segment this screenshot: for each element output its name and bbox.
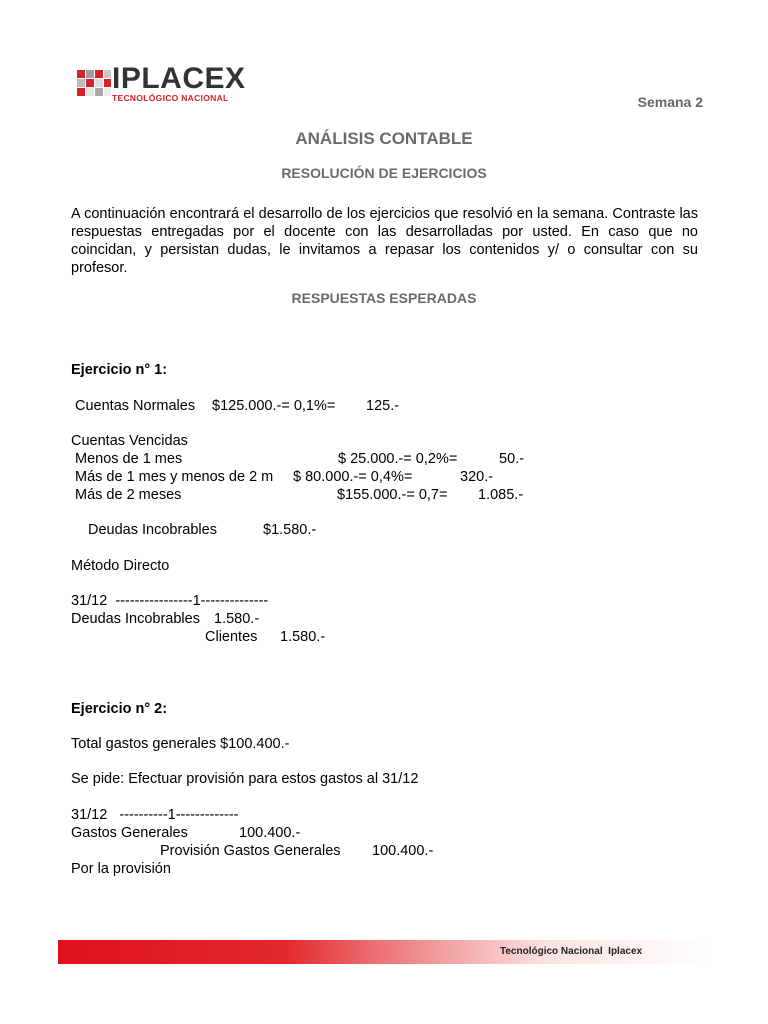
journal-debit-value-2: 100.400.-	[239, 825, 301, 841]
journal-debit-value-1: 1.580.-	[214, 611, 260, 627]
logo-name: IPLACEX	[112, 62, 246, 95]
overdue-row-2-label: Más de 1 mes y menos de 2 m	[75, 469, 274, 485]
journal-credit-label-2: Provisión Gastos Generales	[160, 843, 341, 859]
normal-accounts-label: Cuentas Normales	[75, 398, 196, 414]
overdue-row-3-calc: $155.000.-= 0,7=	[337, 487, 448, 503]
logo-mark	[77, 70, 111, 102]
normal-accounts-calc: $125.000.-= 0,1%=	[212, 398, 336, 414]
journal-entry-line-1: 31/12 ----------------1--------------	[71, 593, 269, 609]
journal-gloss: Por la provisión	[71, 861, 171, 877]
journal-credit-value-2: 100.400.-	[372, 843, 434, 859]
total-expenses-line: Total gastos generales $100.400.-	[71, 736, 290, 752]
overdue-row-3-value: 1.085.-	[478, 487, 524, 503]
logo-subtitle: TECNOLÓGICO NACIONAL	[112, 93, 229, 103]
answers-heading: RESPUESTAS ESPERADAS	[291, 290, 477, 306]
journal-credit-value-1: 1.580.-	[280, 629, 326, 645]
overdue-row-3-label: Más de 2 meses	[75, 487, 182, 503]
journal-debit-label-1: Deudas Incobrables	[71, 611, 200, 627]
exercise-2-heading: Ejercicio n° 2:	[71, 701, 168, 717]
overdue-row-1-label: Menos de 1 mes	[75, 451, 183, 467]
request-line: Se pide: Efectuar provisión para estos gastos al 31/12	[71, 771, 419, 787]
page-subtitle: RESOLUCIÓN DE EJERCICIOS	[281, 165, 487, 181]
journal-credit-label-1: Clientes	[205, 629, 258, 645]
intro-paragraph: A continuación encontrará el desarrollo de los ejercicios que resolvió en la semana. Contraste las respuestas entregadas por el docente con las desarrolladas por usted. En caso que no coincidan, y persistan dudas, le invitamos a repasar los contenidos y/ o consultar con su profesor.	[71, 206, 698, 276]
footer-text: Tecnológico Nacional Iplacex	[500, 946, 643, 957]
method-label: Método Directo	[71, 558, 170, 574]
overdue-row-1-calc: $ 25.000.-= 0,2%=	[338, 451, 458, 467]
overdue-accounts-label: Cuentas Vencidas	[71, 433, 188, 449]
bad-debts-value: $1.580.-	[263, 522, 317, 538]
overdue-row-2-calc: $ 80.000.-= 0,4%=	[293, 469, 413, 485]
overdue-row-2-value: 320.-	[460, 469, 494, 485]
normal-accounts-value: 125.-	[366, 398, 400, 414]
journal-debit-label-2: Gastos Generales	[71, 825, 188, 841]
week-label: Semana 2	[637, 94, 703, 110]
overdue-row-1-value: 50.-	[499, 451, 524, 467]
exercise-1-heading: Ejercicio n° 1:	[71, 362, 168, 378]
page-title: ANÁLISIS CONTABLE	[295, 129, 473, 148]
journal-entry-line-2: 31/12 ----------1-------------	[71, 807, 239, 823]
bad-debts-label: Deudas Incobrables	[88, 522, 217, 538]
